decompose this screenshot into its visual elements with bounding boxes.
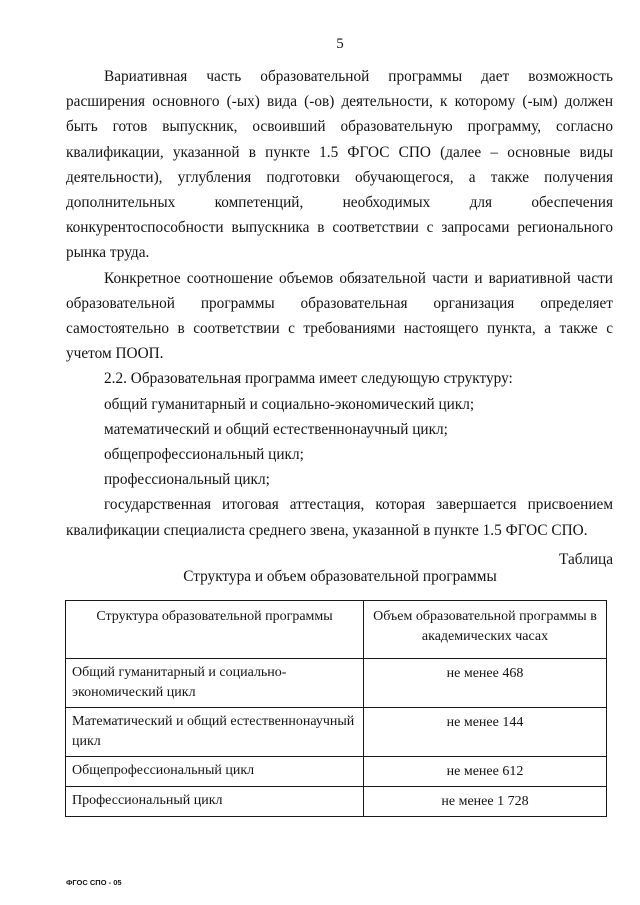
table-row xyxy=(66,757,607,787)
table-row xyxy=(66,708,607,757)
list-item: общепрофессиональный цикл; xyxy=(104,446,304,464)
table-title: Структура и объем образовательной программы xyxy=(183,568,497,585)
list-item: общий гуманитарный и социально-экономический цикл; xyxy=(104,395,475,413)
paragraph-volume-ratio: Конкретное соотношение объемов обязательной части и вариативной части образовательной программы образовательная организация определяет самостоятельно в соответствии с требованиями настоящего пункта, а также с учетом ПООП. xyxy=(66,269,613,363)
document-body xyxy=(66,64,613,543)
table-cell-volume: не менее 1 728 xyxy=(364,787,607,817)
table-row xyxy=(66,787,607,817)
paragraph-structure-intro: 2.2. Образовательная программа имеет следующую структуру: xyxy=(104,370,513,388)
document-footer: ФГОС СПО - 05 xyxy=(66,878,122,887)
list-item: математический и общий естественнонаучный цикл; xyxy=(104,420,448,438)
table-header-structure: Структура образовательной программы xyxy=(66,601,364,659)
list-item: профессиональный цикл; xyxy=(104,471,270,489)
table-cell-volume: не менее 144 xyxy=(364,708,607,757)
table-header-volume: Объем образовательной программы в академических часах xyxy=(364,601,607,659)
table-cell-structure: Профессиональный цикл xyxy=(66,787,364,817)
table-cell-structure: Общий гуманитарный и социально-экономический цикл xyxy=(66,659,364,708)
table-cell-structure: Общепрофессиональный цикл xyxy=(66,757,364,787)
table-cell-volume: не менее 468 xyxy=(364,659,607,708)
paragraph-variative-part: Вариативная часть образовательной программы дает возможность расширения основного (-ых) вида (-ов) деятельности, к которому (-ым) должен быть готов выпускник, освоивший образовательную программу, согласно квалификации, указанной в пункте 1.5 ФГОС СПО (далее – основные виды деятельности), углубления подготовки обучающегося, а также получения дополнительных компетенций, необходимых для обеспечения конкурентоспособности выпускника в соответствии с запросами регионального рынка труда. xyxy=(66,68,613,262)
page-number: 5 xyxy=(336,36,344,52)
table-cell-volume: не менее 612 xyxy=(364,757,607,787)
table-header-row xyxy=(66,601,607,659)
table-row xyxy=(66,659,607,708)
paragraph-final-attestation: государственная итоговая аттестация, которая завершается присвоением квалификации специалиста среднего звена, указанной в пункте 1.5 ФГОС СПО. xyxy=(66,496,613,539)
table-cell-structure: Математический и общий естественнонаучный цикл xyxy=(66,708,364,757)
program-structure-table xyxy=(65,600,607,817)
table-label: Таблица xyxy=(559,551,613,568)
